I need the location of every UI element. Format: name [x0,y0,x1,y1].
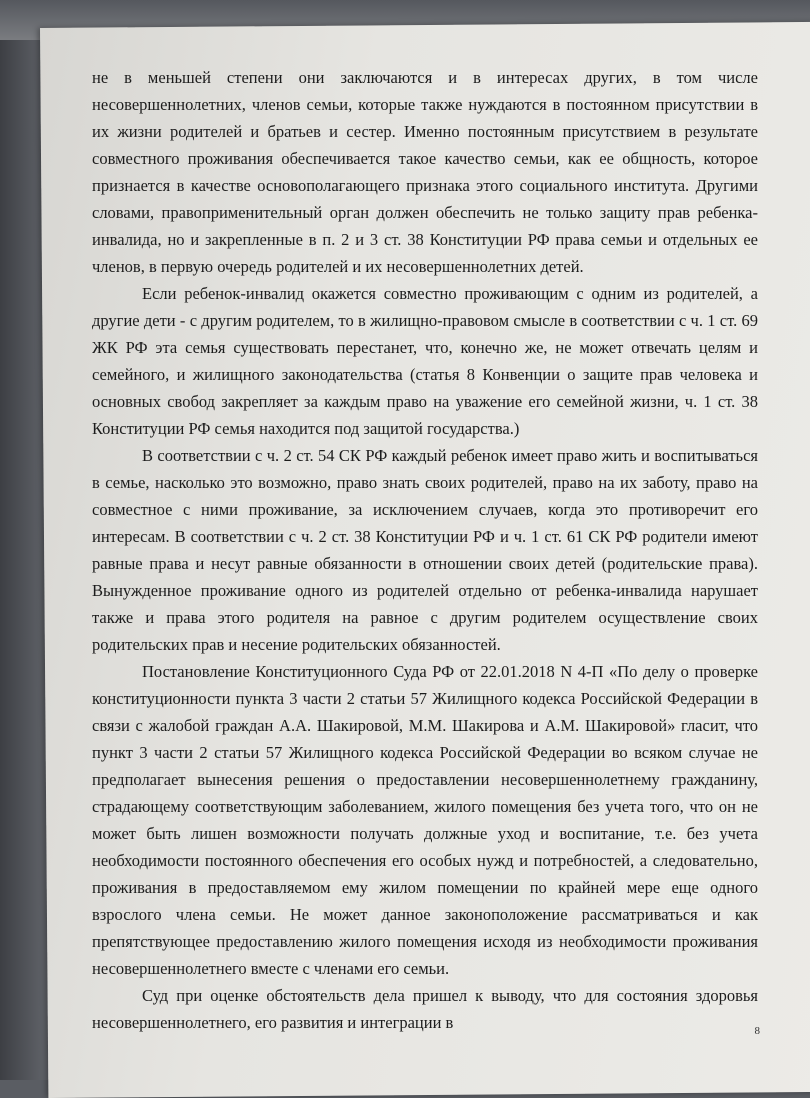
paragraph-4: Постановление Конституционного Суда РФ от 22.01.2018 N 4-П «По делу о проверке конституционности пункта 3 части 2 статьи 57 Жилищного кодекса Российской Федерации в связи с жалобой граждан А.А. Шакировой, М.М. Шакирова и А.М. Шакировой» гласит, что пункт 3 части 2 статьи 57 Жилищного кодекса Российской Федерации во всяком случае не предполагает вынесения решения о предоставлении несовершеннолетнему гражданину, страдающему соответствующим заболеванием, жилого помещения без учета того, что он не может быть лишен возможности получать должные уход и воспитание, т.е. без учета необходимости постоянного обеспечения его особых нужд и потребностей, а следовательно, проживания в предоставляемом ему жилом помещении по крайней мере еще одного взрослого члена семьи. Не может данное законоположение рассматриваться и как препятствующее предоставлению жилого помещения исходя из необходимости проживания несовершеннолетнего вместе с членами его семьи. [92,662,758,978]
page-number: 8 [754,1025,760,1037]
paragraph-3: В соответствии с ч. 2 ст. 54 СК РФ каждый ребенок имеет право жить и воспитываться в семье, насколько это возможно, право знать своих родителей, право на их заботу, право на совместное с ними проживание, за исключением случаев, когда это противоречит его интересам. В соответствии с ч. 2 ст. 38 Конституции РФ и ч. 1 ст. 61 СК РФ родители имеют равные права и несут равные обязанности в отношении своих детей (родительские права). Вынужденное проживание одного из родителей отдельно от ребенка-инвалида нарушает также и права этого родителя на равное с другим родителем осуществление своих родительских прав и несение родительских обязанностей. [92,446,758,654]
paragraph-1: не в меньшей степени они заключаются и в интересах других, в том числе несовершеннолетних, членов семьи, которые также нуждаются в постоянном присутствии в их жизни родителей и братьев и сестер. Именно постоянным присутствием в результате совместного проживания обеспечивается такое качество семьи, как ее общность, которое признается в качестве основополагающего признака этого социального института. Другими словами, правоприменительный орган должен обеспечить не только защиту прав ребенка-инвалида, но и закрепленные в п. 2 и 3 ст. 38 Конституции РФ права семьи и отдельных ее членов, в первую очередь родителей и их несовершеннолетних детей. [92,68,758,276]
paragraph-2: Если ребенок-инвалид окажется совместно проживающим с одним из родителей, а другие дети - с другим родителем, то в жилищно-правовом смысле в соответствии с ч. 1 ст. 69 ЖК РФ эта семья существовать перестанет, что, конечно же, не может отвечать целям и семейного, и жилищного законодательства (статья 8 Конвенции о защите прав человека и основных свобод закрепляет за каждым право на уважение его семейной жизни, ч. 1 ст. 38 Конституции РФ семья находится под защитой государства.) [92,284,758,438]
paragraph-5: Суд при оценке обстоятельств дела пришел к выводу, что для состояния здоровья несовершеннолетнего, его развития и интеграции в [92,986,758,1032]
document-body [92,64,758,1036]
